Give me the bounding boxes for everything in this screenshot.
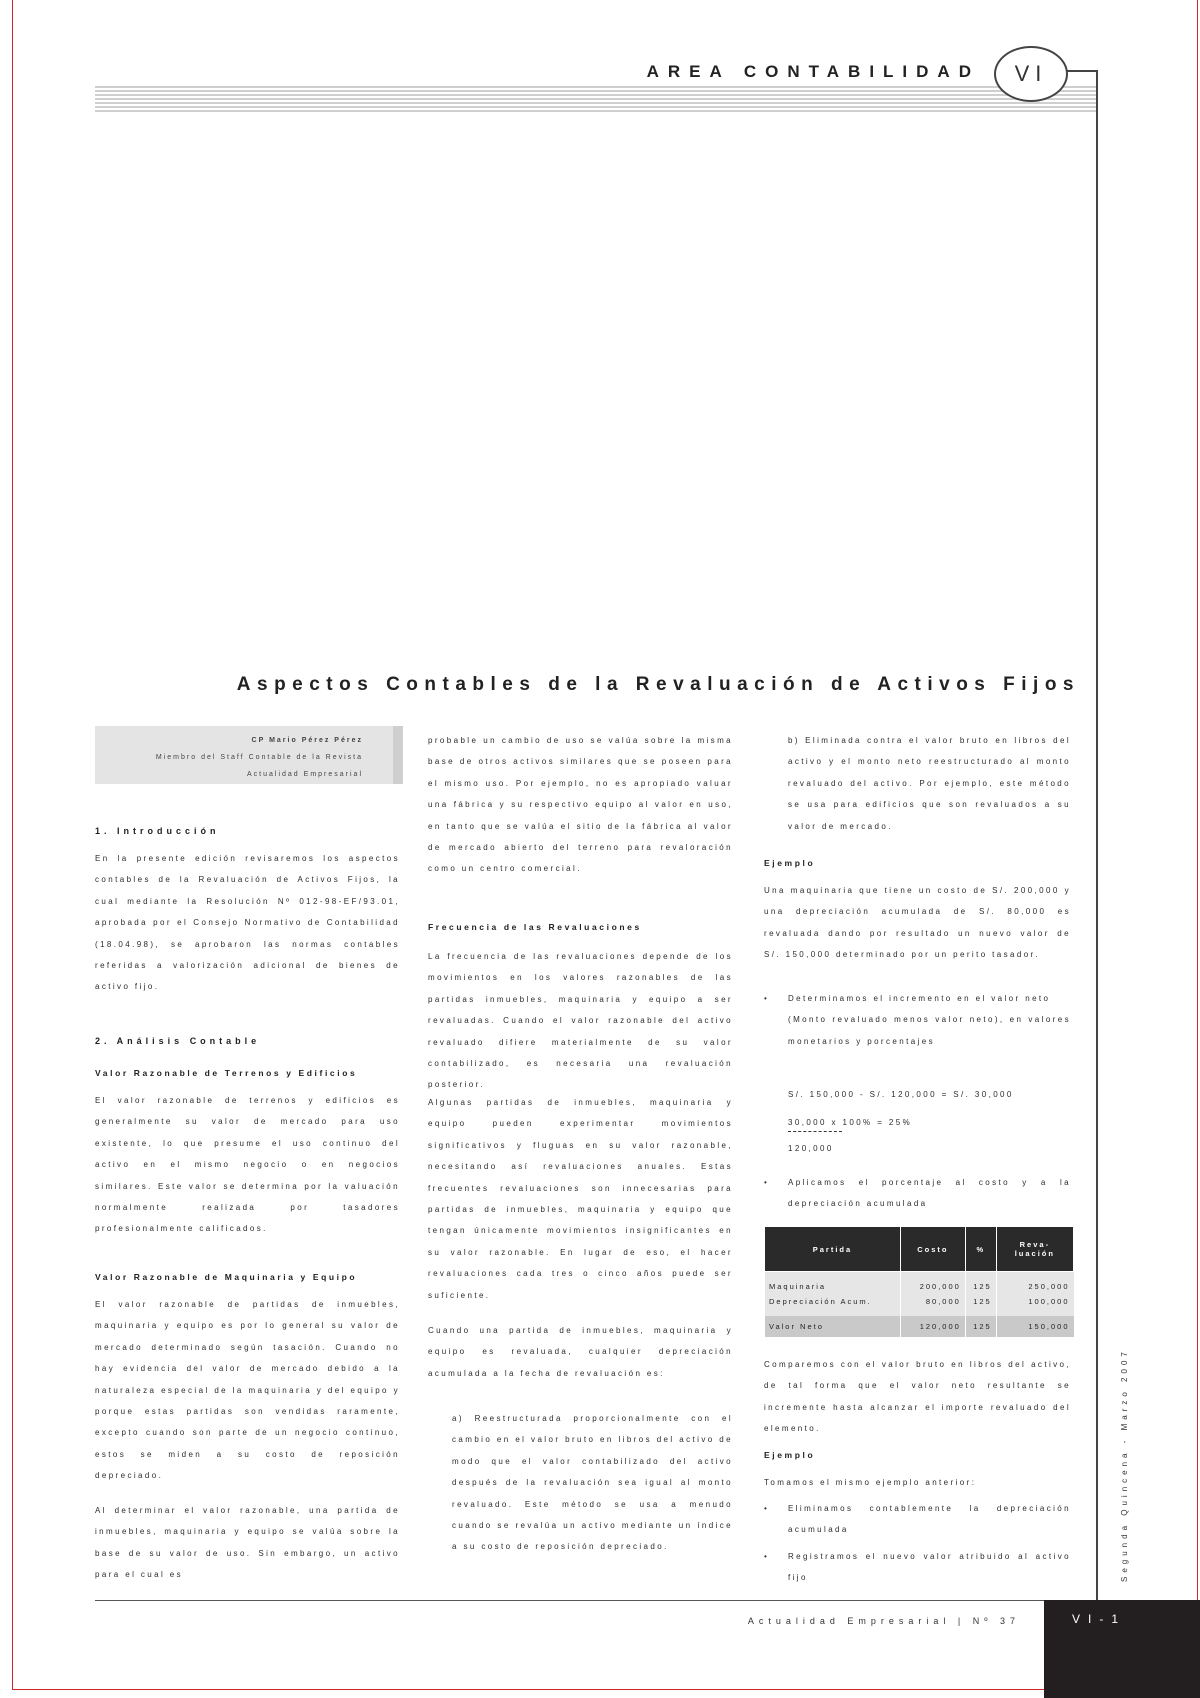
- footer-publication: Actualidad Empresarial | Nº 37: [747, 1616, 1020, 1626]
- paragraph-cambio-uso: probable un cambio de uso se valúa sobre la misma base de otros activos similares que se poseen para el mismo uso. Por ejemplo, no es apropiado valuar una fábrica y su respectivo equipo al valor en uso, en tanto que se valúa el sitio de la fábrica al valor de mercado abierto del terreno para revaloración como un centro comercial.: [428, 736, 733, 874]
- cell-revaluacion: 150,000: [996, 1316, 1073, 1337]
- fraction-line: [788, 1131, 842, 1132]
- bullet-registramos: • Registramos el nuevo valor atribuido al activo fijo: [764, 1546, 1071, 1589]
- paragraph-depreciacion: Cuando una partida de inmuebles, maquinaria y equipo es revaluada, cualquier depreciación acumulada a la fecha de revaluación es:: [428, 1326, 733, 1378]
- example-label-2: Ejemplo: [764, 1450, 816, 1460]
- calc-difference: S/. 150,000 - S/. 120,000 = S/. 30,000: [788, 1090, 1014, 1099]
- section-heading-analisis: 2. Análisis Contable: [95, 1036, 261, 1046]
- section-heading-introduccion: 1. Introducción: [95, 826, 220, 836]
- bullet-eliminamos-text: Eliminamos contablemente la depreciación acumulada: [788, 1504, 1071, 1535]
- cell-percent: 125: [965, 1316, 996, 1337]
- bullet-registramos-text: Registramos el nuevo valor atribuido al activo fijo: [788, 1552, 1071, 1583]
- paragraph-maquinaria: El valor razonable de partidas de inmuebles, maquinaria y equipo es por lo general su valor de mercado determinado según tasación. Cuando no hay evidencia del valor de mercado debido a la naturaleza especial de la maquinaria y del equipo y porque estas partidas son vendidas raramente, excepto cuando son parte de un negocio continuo, estos se miden a su costo de reposición depreciado.: [95, 1300, 400, 1481]
- author-role: Miembro del Staff Contable de la Revista: [155, 754, 363, 761]
- cell-costo: 200,000: [900, 1272, 965, 1295]
- bullet-incremento-detail: (Monto revaluado menos valor neto), en valores monetarios y porcentajes: [788, 1015, 1071, 1046]
- subheading-frecuencia: Frecuencia de las Revaluaciones: [428, 922, 642, 932]
- list-item-a: a) Reestructurada proporcionalmente con el cambio en el valor bruto en libros del activo de modo que el valor contabilizado del activo después de la revaluación sea igual al monto revaluado. Este método se usa a menudo cuando se revalúa un activo mediante un índice a su costo de reposición depreciado.: [452, 1414, 733, 1552]
- cell-costo: 80,000: [900, 1294, 965, 1316]
- header-partida: Partida: [765, 1227, 901, 1272]
- footer-rule: [95, 1600, 1098, 1601]
- cell-partida: Depreciación Acum.: [765, 1294, 901, 1316]
- list-item-b: b) Eliminada contra el valor bruto en libros del activo y el monto neto reestructurado al monto revaluado del activo. Por ejemplo, este método se usa para edificios que son revaluados a su valor de mercado.: [788, 736, 1071, 831]
- calc-percent-denominator: 120,000: [788, 1144, 834, 1153]
- bullet-porcentaje-text: Aplicamos el porcentaje al costo y a la depreciación acumulada: [788, 1178, 1071, 1209]
- table-row: [765, 1272, 1074, 1295]
- author-box: [95, 726, 403, 784]
- paragraph-introduccion: En la presente edición revisaremos los aspectos contables de la Revaluación de Activos Fijos, la cual mediante la Resolución Nº 012-98-EF/93.01, aprobada por el Consejo Normativo de Contabilidad (18.04.98), se aprobaron las normas contables referidas a valorización adicional de bienes de activo fijo.: [95, 854, 400, 992]
- cell-revaluacion: 100,000: [996, 1294, 1073, 1316]
- calc-percent-numerator: 30,000 x 100% = 25%: [788, 1118, 913, 1127]
- author-name: CP Mario Pérez Pérez: [251, 737, 363, 744]
- bullet-porcentaje: • Aplicamos el porcentaje al costo y a la depreciación acumulada: [764, 1172, 1071, 1215]
- header-revaluacion: Reva-luación: [996, 1227, 1073, 1272]
- paragraph-comparemos: Comparemos con el valor bruto en libros del activo, de tal forma que el valor neto resultante se incremente hasta alcanzar el importe revaluado del elemento.: [764, 1360, 1071, 1434]
- cell-partida: Maquinaria: [765, 1272, 901, 1295]
- author-publication: Actualidad Empresarial: [247, 771, 363, 778]
- cell-costo: 120,000: [900, 1316, 965, 1337]
- bullet-incremento-text: Determinamos el incremento en el valor neto: [788, 994, 1051, 1003]
- paragraph-terrenos: El valor razonable de terrenos y edificios es generalmente su valor de mercado para uso existente, lo que presume el uso continuo del activo en el mismo negocio o en negocios similares. Este valor se determina por la valuación normalmente realizada por tasadores profesionalmente calificados.: [95, 1096, 400, 1234]
- bullet-incremento: • Determinamos el incremento en el valor neto (Monto revaluado menos valor neto), en valores monetarios y porcentajes: [764, 988, 1071, 1052]
- paragraph-frecuencia: La frecuencia de las revaluaciones depende de los movimientos en los valores razonables de las partidas inmuebles, maquinaria y equipo a ser revaluadas. Cuando el valor razonable del activo revaluado difiere materialmente de su valor contabilizado, es necesaria una revaluación posterior.: [428, 952, 733, 1090]
- article-title: Aspectos Contables de la Revaluación de Activos Fijos: [236, 674, 1080, 695]
- cell-partida: Valor Neto: [765, 1316, 901, 1337]
- paragraph-valor-uso: Al determinar el valor razonable, una partida de inmuebles, maquinaria y equipo se valúa sobre la base de su valor de uso. Sin embargo, un activo para el cual es: [95, 1506, 400, 1580]
- subheading-terrenos: Valor Razonable de Terrenos y Edificios: [95, 1068, 358, 1078]
- paragraph-movimientos: Algunas partidas de inmuebles, maquinaria y equipo pueden experimentar movimientos significativos y fluguas en su valor razonable, necesitando así revaluaciones anuales. Estas frecuentes revaluaciones son innecesarias para partidas de inmuebles, maquinaria y equipo que tengan únicamente movimientos insignificantes en su valor razonable. En lugar de eso, el hacer revaluaciones cada tres o cinco años puede ser suficiente.: [428, 1098, 733, 1300]
- paragraph-ejemplo-maquinaria: Una maquinaria que tiene un costo de S/. 200,000 y una depreciación acumulada de S/. 80,000 es revaluada dando por resultado un nuevo valor de S/. 150,000 determinado por un perito tasador.: [764, 886, 1071, 960]
- example-label-1: Ejemplo: [764, 858, 816, 868]
- subheading-maquinaria: Valor Razonable de Maquinaria y Equipo: [95, 1272, 358, 1282]
- bullet-eliminamos: • Eliminamos contablemente la depreciación acumulada: [764, 1498, 1071, 1541]
- page-number: VI-1: [1071, 1612, 1126, 1626]
- header-striped-bar: [95, 86, 1097, 114]
- table-header-row: [765, 1227, 1074, 1272]
- cell-percent: 125: [965, 1294, 996, 1316]
- table-row: [765, 1316, 1074, 1337]
- issue-date-vertical: Segunda Quincena - Marzo 2007: [1120, 1348, 1129, 1582]
- right-margin-rule: [1096, 70, 1098, 1600]
- header-costo: Costo: [900, 1227, 965, 1272]
- section-badge: VI: [994, 46, 1068, 102]
- header-percent: %: [965, 1227, 996, 1272]
- cell-percent: 125: [965, 1272, 996, 1295]
- section-header-title: AREA CONTABILIDAD: [646, 62, 980, 81]
- cell-revaluacion: 250,000: [996, 1272, 1073, 1295]
- revaluation-table: [764, 1226, 1074, 1337]
- paragraph-mismo-ejemplo: Tomamos el mismo ejemplo anterior:: [764, 1478, 977, 1487]
- table-row: [765, 1294, 1074, 1316]
